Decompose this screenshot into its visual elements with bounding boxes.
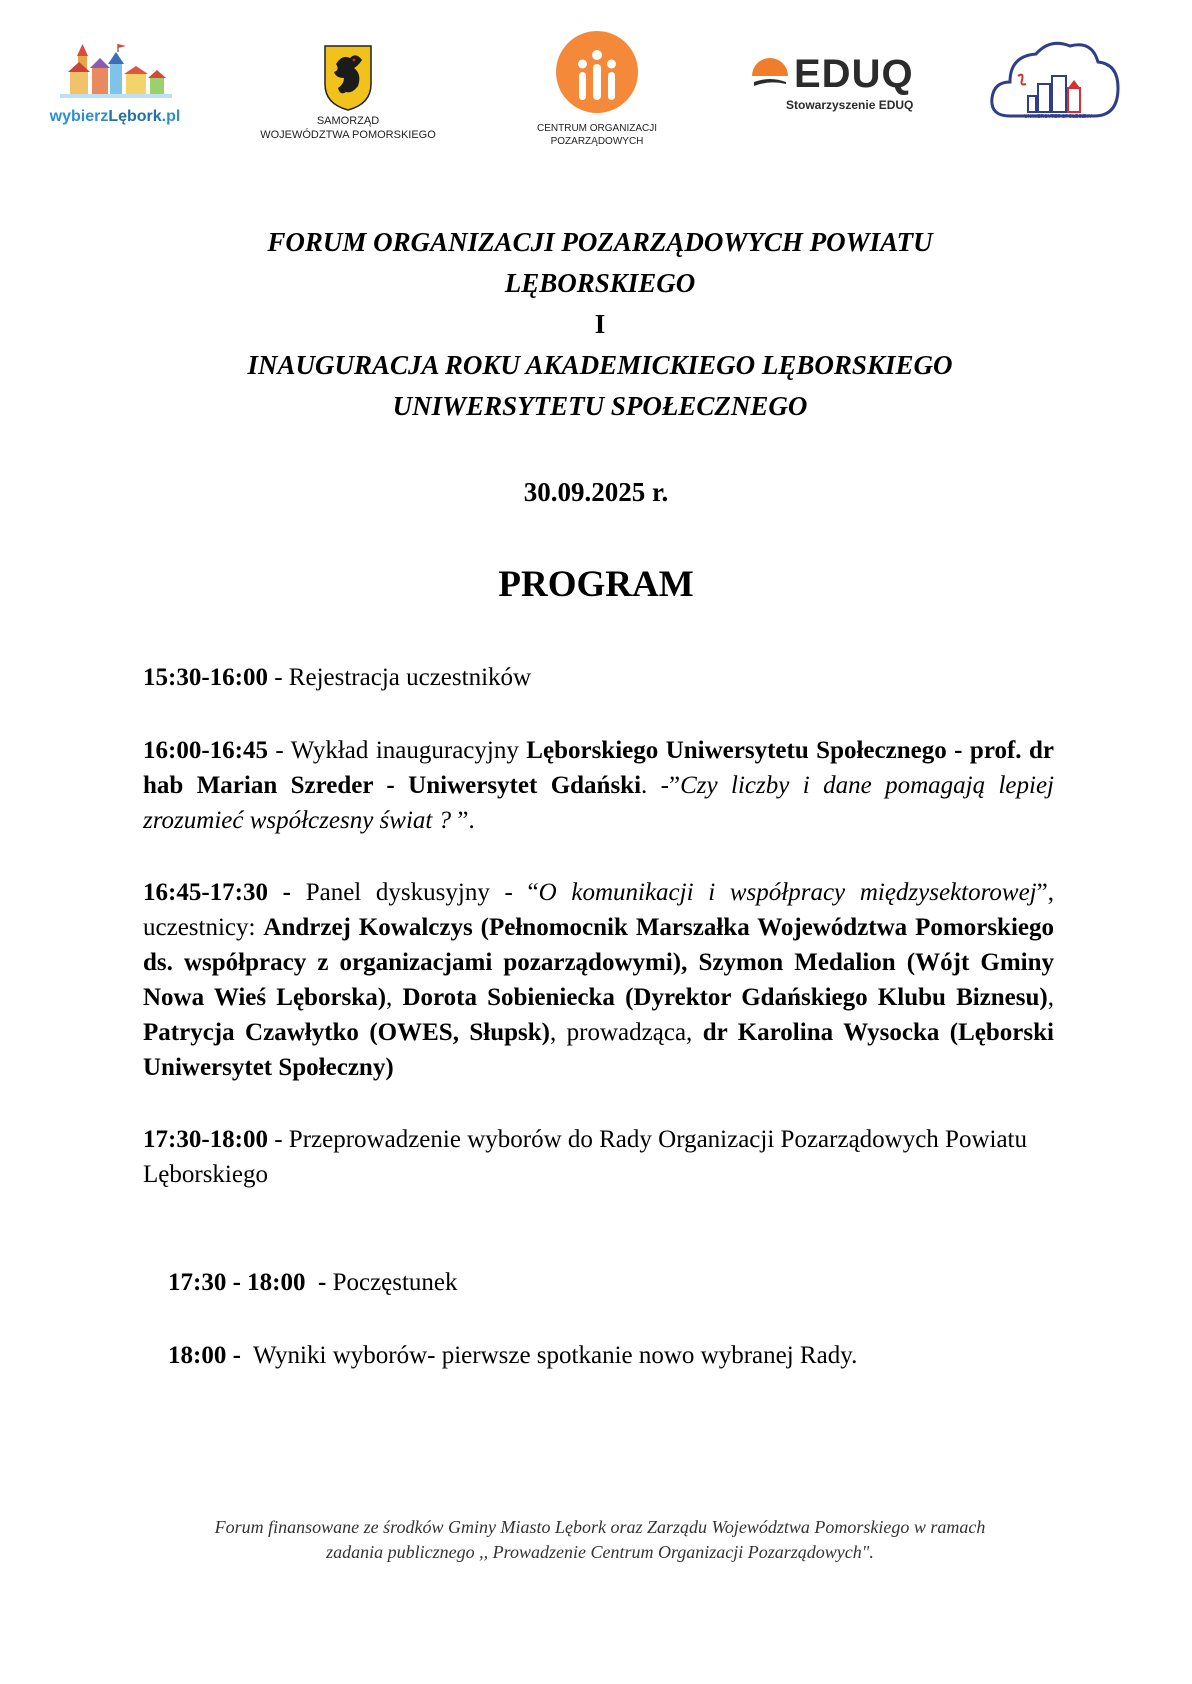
eduq-logo [750, 52, 920, 122]
title-line-4: UNIWERSYTETU SPOŁECZNEGO [392, 391, 808, 421]
agenda-item-registration [143, 660, 1054, 695]
agenda-time: 15:30-16:00 [143, 664, 268, 691]
lecture-topic: Czy liczby i dane pomagają lepiej zrozumieć współczesny świat ? [143, 772, 1054, 834]
funding-note [120, 1515, 1080, 1565]
agenda-text: . -” [641, 772, 681, 799]
agenda-time: 16:45-17:30 - [143, 879, 291, 906]
agenda-text: - Wykład inauguracyjny [267, 737, 527, 764]
agenda-time: 17:30-18:00 [143, 1126, 268, 1153]
agenda-time: 16:00-16:45 [143, 737, 268, 764]
centrum-ngo-logo [527, 30, 667, 150]
samorzad-line2: WOJEWÓDZTWA POMORSKIEGO [260, 129, 436, 141]
eduq-subtitle: Stowarzyszenie EDUQ [786, 98, 914, 112]
panelists: Andrzej Kowalczys (Pełnomocnik Marszałka Województwa Pomorskiego ds. współpracy z organizacjami pozarządowymi), Szymon Medalion (Wójt Gminy Nowa Wieś Lęborska) [143, 914, 1054, 1011]
agenda-text: Panel dyskusyjny - “ [291, 879, 539, 906]
lecturer: Lęborskiego Uniwersytetu Społecznego - prof. dr hab Marian Szreder - Uniwersytet Gdański [143, 737, 1055, 799]
funding-line-1: Forum finansowane ze środków Gminy Miasto Lębork oraz Zarządu Województwa Pomorskiego w ramach [214, 1517, 986, 1537]
title-separator: I [594, 309, 606, 339]
agenda-text: - Przeprowadzenie wyborów do Rady Organizacji Pozarządowych Powiatu Lęborskiego [143, 1126, 1028, 1188]
lebork-text: Lębork [108, 108, 162, 125]
wybierz-text: wybierz [49, 108, 109, 125]
agenda-item-elections [143, 1122, 1054, 1192]
event-date: 30.09.2025 r. [523, 477, 669, 507]
agenda-text: , [1047, 984, 1054, 1011]
panel-topic: O komunikacji i współpracy międzysektorowej [538, 879, 1037, 906]
title-line-3: INAUGURACJA ROKU AKADEMICKIEGO LĘBORSKIEGO [247, 350, 953, 380]
samorzad-pomorskie-logo [258, 44, 438, 144]
griffin-crest-icon [258, 44, 438, 112]
agenda-text: , prowadząca, [550, 1019, 703, 1046]
agenda-text: , [386, 984, 403, 1011]
panelist: Patrycja Czawłytko (OWES, Słupsk) [143, 1019, 550, 1046]
agenda-text: ”, uczestnicy: [143, 879, 1054, 941]
uniwersytet-spoleczny-logo [988, 36, 1122, 128]
agenda-item-panel [143, 875, 1054, 1085]
agenda-text: Poczęstunek [326, 1269, 458, 1296]
funding-line-2: zadania publicznego ,, Prowadzenie Centrum Organizacji Pozarządowych". [326, 1542, 874, 1562]
eduq-name: EDUQ [794, 52, 914, 96]
panelist: Dorota Sobieniecka (Dyrektor Gdańskiego Klubu Biznesu) [402, 984, 1048, 1011]
pl-text: .pl [161, 108, 181, 125]
agenda-text: ”. [457, 807, 475, 834]
event-title [140, 222, 1060, 427]
samorzad-line1: SAMORZĄD [316, 115, 380, 127]
title-line-1: FORUM ORGANIZACJI POZARZĄDOWYCH POWIATU [267, 227, 933, 257]
town-skyline-icon [40, 42, 190, 106]
wybierz-lebork-logo [40, 42, 190, 130]
agenda-text: - Rejestracja uczestników [267, 664, 532, 691]
uniwersytet-label: UNIWERSYTET SPOŁECZNY [1024, 114, 1092, 120]
program-heading: PROGRAM [498, 564, 694, 605]
agenda-time: 17:30 - 18:00 - [168, 1269, 327, 1296]
moderator: dr Karolina Wysocka (Lęborski Uniwersytet Społeczny) [143, 1019, 1054, 1081]
agenda-item-results [143, 1303, 1054, 1408]
centrum-line2: POZARZĄDOWYCH [550, 136, 644, 147]
agenda-item-lecture [143, 733, 1054, 838]
agenda-time: 18:00 - [168, 1342, 241, 1369]
centrum-line1: CENTRUM ORGANIZACJI [537, 123, 657, 134]
people-circle-icon [527, 30, 667, 116]
title-line-2: LĘBORSKIEGO [504, 268, 696, 298]
logo-bar [0, 0, 1192, 170]
sunrise-icon [750, 54, 790, 94]
agenda-text: Wyniki wyborów- pierwsze spotkanie nowo wybranej Rady. [240, 1342, 858, 1369]
